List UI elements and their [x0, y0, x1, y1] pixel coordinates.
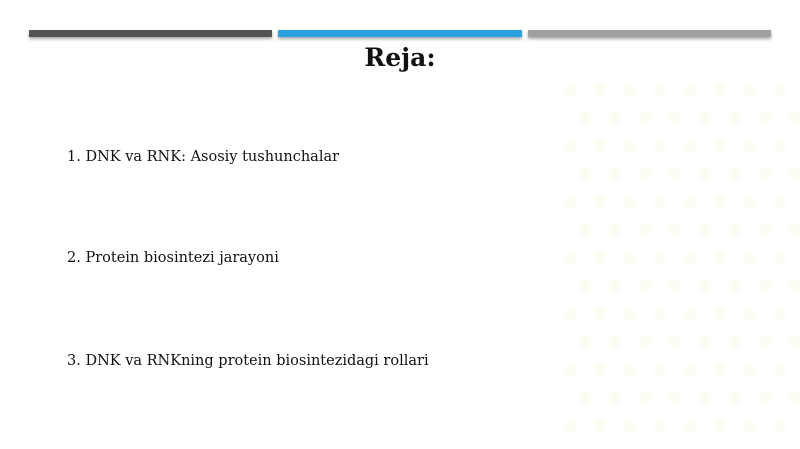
- pattern-dot: [564, 84, 576, 96]
- pattern-dot: [699, 336, 711, 348]
- pattern-dot: [564, 364, 576, 376]
- pattern-dot: [639, 280, 651, 292]
- pattern-dot: [714, 140, 726, 152]
- pattern-dot: [789, 280, 800, 292]
- pattern-dot: [564, 140, 576, 152]
- pattern-dot: [609, 224, 621, 236]
- pattern-dot: [684, 252, 696, 264]
- pattern-dot: [609, 168, 621, 180]
- pattern-dot: [714, 364, 726, 376]
- pattern-dot: [774, 364, 786, 376]
- pattern-dot: [594, 196, 606, 208]
- pattern-dot: [684, 140, 696, 152]
- pattern-dot: [729, 336, 741, 348]
- pattern-dot: [744, 420, 756, 432]
- pattern-dot: [729, 280, 741, 292]
- pattern-dot: [729, 112, 741, 124]
- pattern-dot: [759, 224, 771, 236]
- pattern-dot: [714, 308, 726, 320]
- pattern-dot: [654, 308, 666, 320]
- pattern-dot: [579, 280, 591, 292]
- accent-bar-dark: [29, 30, 272, 37]
- pattern-dot: [594, 252, 606, 264]
- pattern-dot: [579, 112, 591, 124]
- pattern-dot: [714, 196, 726, 208]
- pattern-dot: [759, 168, 771, 180]
- pattern-dot: [774, 308, 786, 320]
- pattern-dot: [669, 168, 681, 180]
- pattern-dot: [759, 280, 771, 292]
- accent-bar-blue: [278, 30, 522, 37]
- pattern-dot: [699, 392, 711, 404]
- pattern-dot: [564, 420, 576, 432]
- pattern-dot: [789, 336, 800, 348]
- pattern-dot: [774, 140, 786, 152]
- pattern-dot: [609, 336, 621, 348]
- pattern-dot: [609, 280, 621, 292]
- pattern-dot: [669, 392, 681, 404]
- pattern-dot: [684, 84, 696, 96]
- pattern-dot: [654, 84, 666, 96]
- pattern-dot: [744, 252, 756, 264]
- pattern-dot: [699, 168, 711, 180]
- pattern-dot: [789, 112, 800, 124]
- pattern-dot: [609, 112, 621, 124]
- pattern-dot: [654, 364, 666, 376]
- pattern-dot: [564, 252, 576, 264]
- pattern-dot: [669, 224, 681, 236]
- pattern-dot: [699, 280, 711, 292]
- pattern-dot: [594, 308, 606, 320]
- pattern-dot: [759, 112, 771, 124]
- pattern-dot: [594, 364, 606, 376]
- pattern-dot: [594, 420, 606, 432]
- pattern-dot: [684, 364, 696, 376]
- pattern-dot: [669, 280, 681, 292]
- pattern-dot: [744, 84, 756, 96]
- pattern-dot: [639, 112, 651, 124]
- pattern-dot: [774, 84, 786, 96]
- accent-bar-gray: [528, 30, 771, 37]
- pattern-dot: [744, 308, 756, 320]
- agenda-item-2: 2. Protein biosintezi jarayoni: [67, 250, 279, 266]
- pattern-dot: [744, 364, 756, 376]
- pattern-dot: [594, 84, 606, 96]
- slide-title: Reja:: [364, 43, 436, 72]
- pattern-dot: [699, 224, 711, 236]
- pattern-dot: [579, 392, 591, 404]
- pattern-dot: [774, 252, 786, 264]
- pattern-dot: [624, 84, 636, 96]
- pattern-dot: [729, 168, 741, 180]
- agenda-item-1: 1. DNK va RNK: Asosiy tushunchalar: [67, 149, 340, 165]
- pattern-dot: [639, 168, 651, 180]
- pattern-dot: [624, 140, 636, 152]
- pattern-dot: [639, 392, 651, 404]
- pattern-dot: [684, 308, 696, 320]
- pattern-dot: [759, 392, 771, 404]
- pattern-dot: [759, 336, 771, 348]
- pattern-dot: [669, 336, 681, 348]
- pattern-dot: [624, 252, 636, 264]
- pattern-dot: [744, 196, 756, 208]
- pattern-dot: [624, 364, 636, 376]
- pattern-dot: [579, 336, 591, 348]
- pattern-dot: [684, 196, 696, 208]
- pattern-dot: [714, 420, 726, 432]
- pattern-dot: [654, 196, 666, 208]
- pattern-dot: [669, 112, 681, 124]
- pattern-dot: [594, 140, 606, 152]
- pattern-dot: [564, 308, 576, 320]
- pattern-dot: [624, 308, 636, 320]
- pattern-dot: [579, 168, 591, 180]
- pattern-dot: [729, 392, 741, 404]
- pattern-dot: [654, 420, 666, 432]
- pattern-dot: [744, 140, 756, 152]
- pattern-dot: [654, 140, 666, 152]
- pattern-dot: [774, 420, 786, 432]
- pattern-dot: [639, 224, 651, 236]
- pattern-dot: [609, 392, 621, 404]
- pattern-dot: [789, 224, 800, 236]
- pattern-dot: [729, 224, 741, 236]
- pattern-dot: [684, 420, 696, 432]
- pattern-dot: [789, 168, 800, 180]
- pattern-dot: [789, 392, 800, 404]
- agenda-item-3: 3. DNK va RNKning protein biosintezidagi rollari: [67, 353, 429, 369]
- pattern-dot: [624, 196, 636, 208]
- pattern-dot: [639, 336, 651, 348]
- pattern-dot: [564, 196, 576, 208]
- background-dot-pattern: [560, 80, 800, 449]
- pattern-dot: [654, 252, 666, 264]
- pattern-dot: [714, 84, 726, 96]
- pattern-dot: [579, 224, 591, 236]
- pattern-dot: [714, 252, 726, 264]
- pattern-dot: [699, 112, 711, 124]
- pattern-dot: [774, 196, 786, 208]
- pattern-dot: [624, 420, 636, 432]
